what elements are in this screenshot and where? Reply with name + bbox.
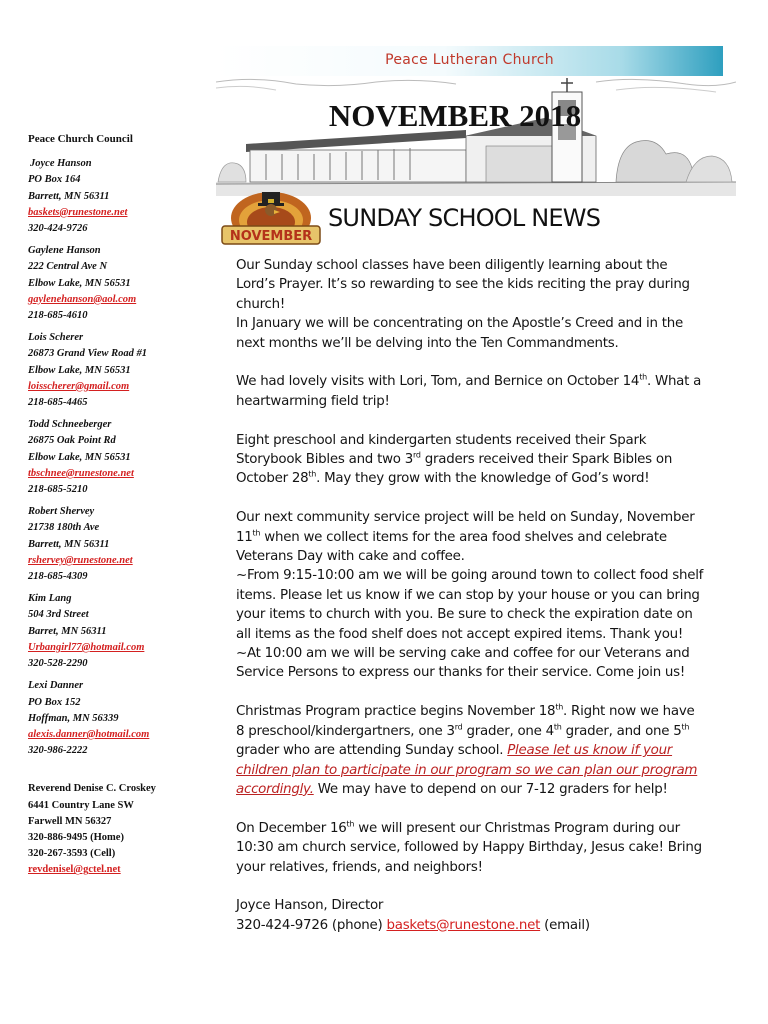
church-name: Peace Lutheran Church [385,52,554,68]
member-city: Barrett, MN 56311 [28,538,110,550]
member-city: Barret, MN 56311 [28,625,107,637]
article-body [236,256,706,935]
council-member [28,504,206,585]
member-email-link[interactable]: tbschnee@runestone.net [28,467,134,479]
member-address: 222 Central Ave N [28,261,108,273]
member-phone: 320-986-2222 [28,745,88,757]
member-phone: 320-528-2290 [28,658,88,670]
member-phone: 218-685-4309 [28,571,88,583]
council-member [28,591,206,672]
council-title: Peace Church Council [28,133,133,145]
council-member [28,243,206,324]
member-email-link[interactable]: Urbangirl77@hotmail.com [28,641,145,653]
month-title: NOVEMBER 2018 [328,98,582,133]
church-banner [216,46,723,76]
member-email-link[interactable]: rshervey@runestone.net [28,554,133,566]
news-title: SUNDAY SCHOOL NEWS [328,204,601,232]
member-address: PO Box 164 [28,174,81,186]
member-phone: 218-685-4610 [28,310,88,322]
member-name: Robert Shervey [28,506,95,518]
paragraph-lords-prayer: Our Sunday school classes have been diligently learning about the Lord’s Prayer. It’s so rewarding to see the kids reciting the pray during church! [236,258,690,312]
pastor-contact [28,781,206,878]
member-phone: 218-685-5210 [28,484,88,496]
member-address: PO Box 152 [28,696,81,708]
council-sidebar [28,131,206,885]
member-email-link[interactable]: gaylenehanson@aol.com [28,293,137,305]
council-member [28,330,206,411]
member-name: Todd Schneeberger [28,419,112,431]
member-name: Joyce Hanson [30,158,92,170]
member-phone: 218-685-4465 [28,397,88,409]
paragraph-food-shelf: ~From 9:15-10:00 am we will be going around town to collect food shelf items. Please let us know if we can stop by your house or you can bring your items to church with you. Be sure to check the expiration date on all items as the food shelf does not accept expired items. Thank you! [236,568,704,642]
member-address: 26873 Grand View Road #1 [28,348,148,360]
pastor-phone-home: 320-886-9495 (Home) [28,831,124,843]
member-city: Hoffman, MN 56339 [28,712,119,724]
paragraph-christmas-program: On December 16th we will present our Christmas Program during our 10:30 am church service, followed by Happy Birthday, Jesus cake! Bring your relatives, friends, and neighbors! [236,819,702,875]
paragraph-service-project: Our next community service project will be held on Sunday, November 11th when we collect items for the area food shelves and celebrate Veterans Day with cake and coffee. [236,510,695,565]
member-city: Barrett, MN 56311 [28,190,110,202]
pastor-address: 6441 Country Lane SW [28,799,134,811]
member-name: Kim Lang [28,593,72,605]
turkey-sign-text: NOVEMBER [229,229,313,244]
pastor-name: Reverend Denise C. Croskey [28,783,156,795]
pastor-email-link[interactable]: revdenisel@gctel.net [28,864,121,876]
member-city: Elbow Lake, MN 56531 [28,364,131,376]
council-member [28,156,206,237]
council-member [28,678,206,759]
member-email-link[interactable]: alexis.danner@hotmail.com [28,728,150,740]
church-sketch-image [216,78,736,198]
member-address: 21738 180th Ave [28,522,100,534]
paragraph-cake-coffee: ~At 10:00 am we will be serving cake and coffee for our Veterans and Service Persons to express our thanks for their service. Come join us! [236,646,690,681]
member-address: 504 3rd Street [28,609,89,621]
director-email-link[interactable]: baskets@runestone.net [386,917,541,933]
member-name: Lois Scherer [28,332,84,344]
council-member [28,417,206,498]
pastor-city: Farwell MN 56327 [28,815,112,827]
member-address: 26875 Oak Point Rd [28,435,116,447]
member-name: Gaylene Hanson [28,245,101,257]
member-email-link[interactable]: baskets@runestone.net [28,206,128,218]
member-city: Elbow Lake, MN 56531 [28,277,131,289]
member-phone: 320-424-9726 [28,223,88,235]
member-city: Elbow Lake, MN 56531 [28,451,131,463]
member-email-link[interactable]: loisscherer@gmail.com [28,380,130,392]
paragraph-bibles: Eight preschool and kindergarten students received their Spark Storybook Bibles and two 3rd graders received their Spark Bibles on October 28th. May they grow with the knowledge of God’s word! [236,432,673,487]
participation-request: Please let us know if your children plan to participate in our program so we can plan our program accordingly. [236,743,698,797]
signature-contact: 320-424-9726 (phone) baskets@runestone.net (email) [236,917,590,933]
signature-name: Joyce Hanson, Director [236,898,384,914]
turkey-icon [218,190,324,250]
paragraph-creed: In January we will be concentrating on the Apostle’s Creed and in the next months we’ll be delving into the Ten Commandments. [236,316,683,351]
paragraph-visits: We had lovely visits with Lori, Tom, and Bernice on October 14th. What a heartwarming field trip! [236,372,702,409]
member-name: Lexi Danner [28,680,84,692]
pastor-phone-cell: 320-267-3593 (Cell) [28,848,116,860]
paragraph-christmas-practice: Christmas Program practice begins November 18th. Right now we have 8 preschool/kindergartners, one 3rd grader, one 4th grader, and one 5th grader who are attending Sunday school. Please let us know if your children plan to participate in our program so we can plan our program accordingly. We may have to depend on our 7-12 graders for help! [236,702,698,797]
